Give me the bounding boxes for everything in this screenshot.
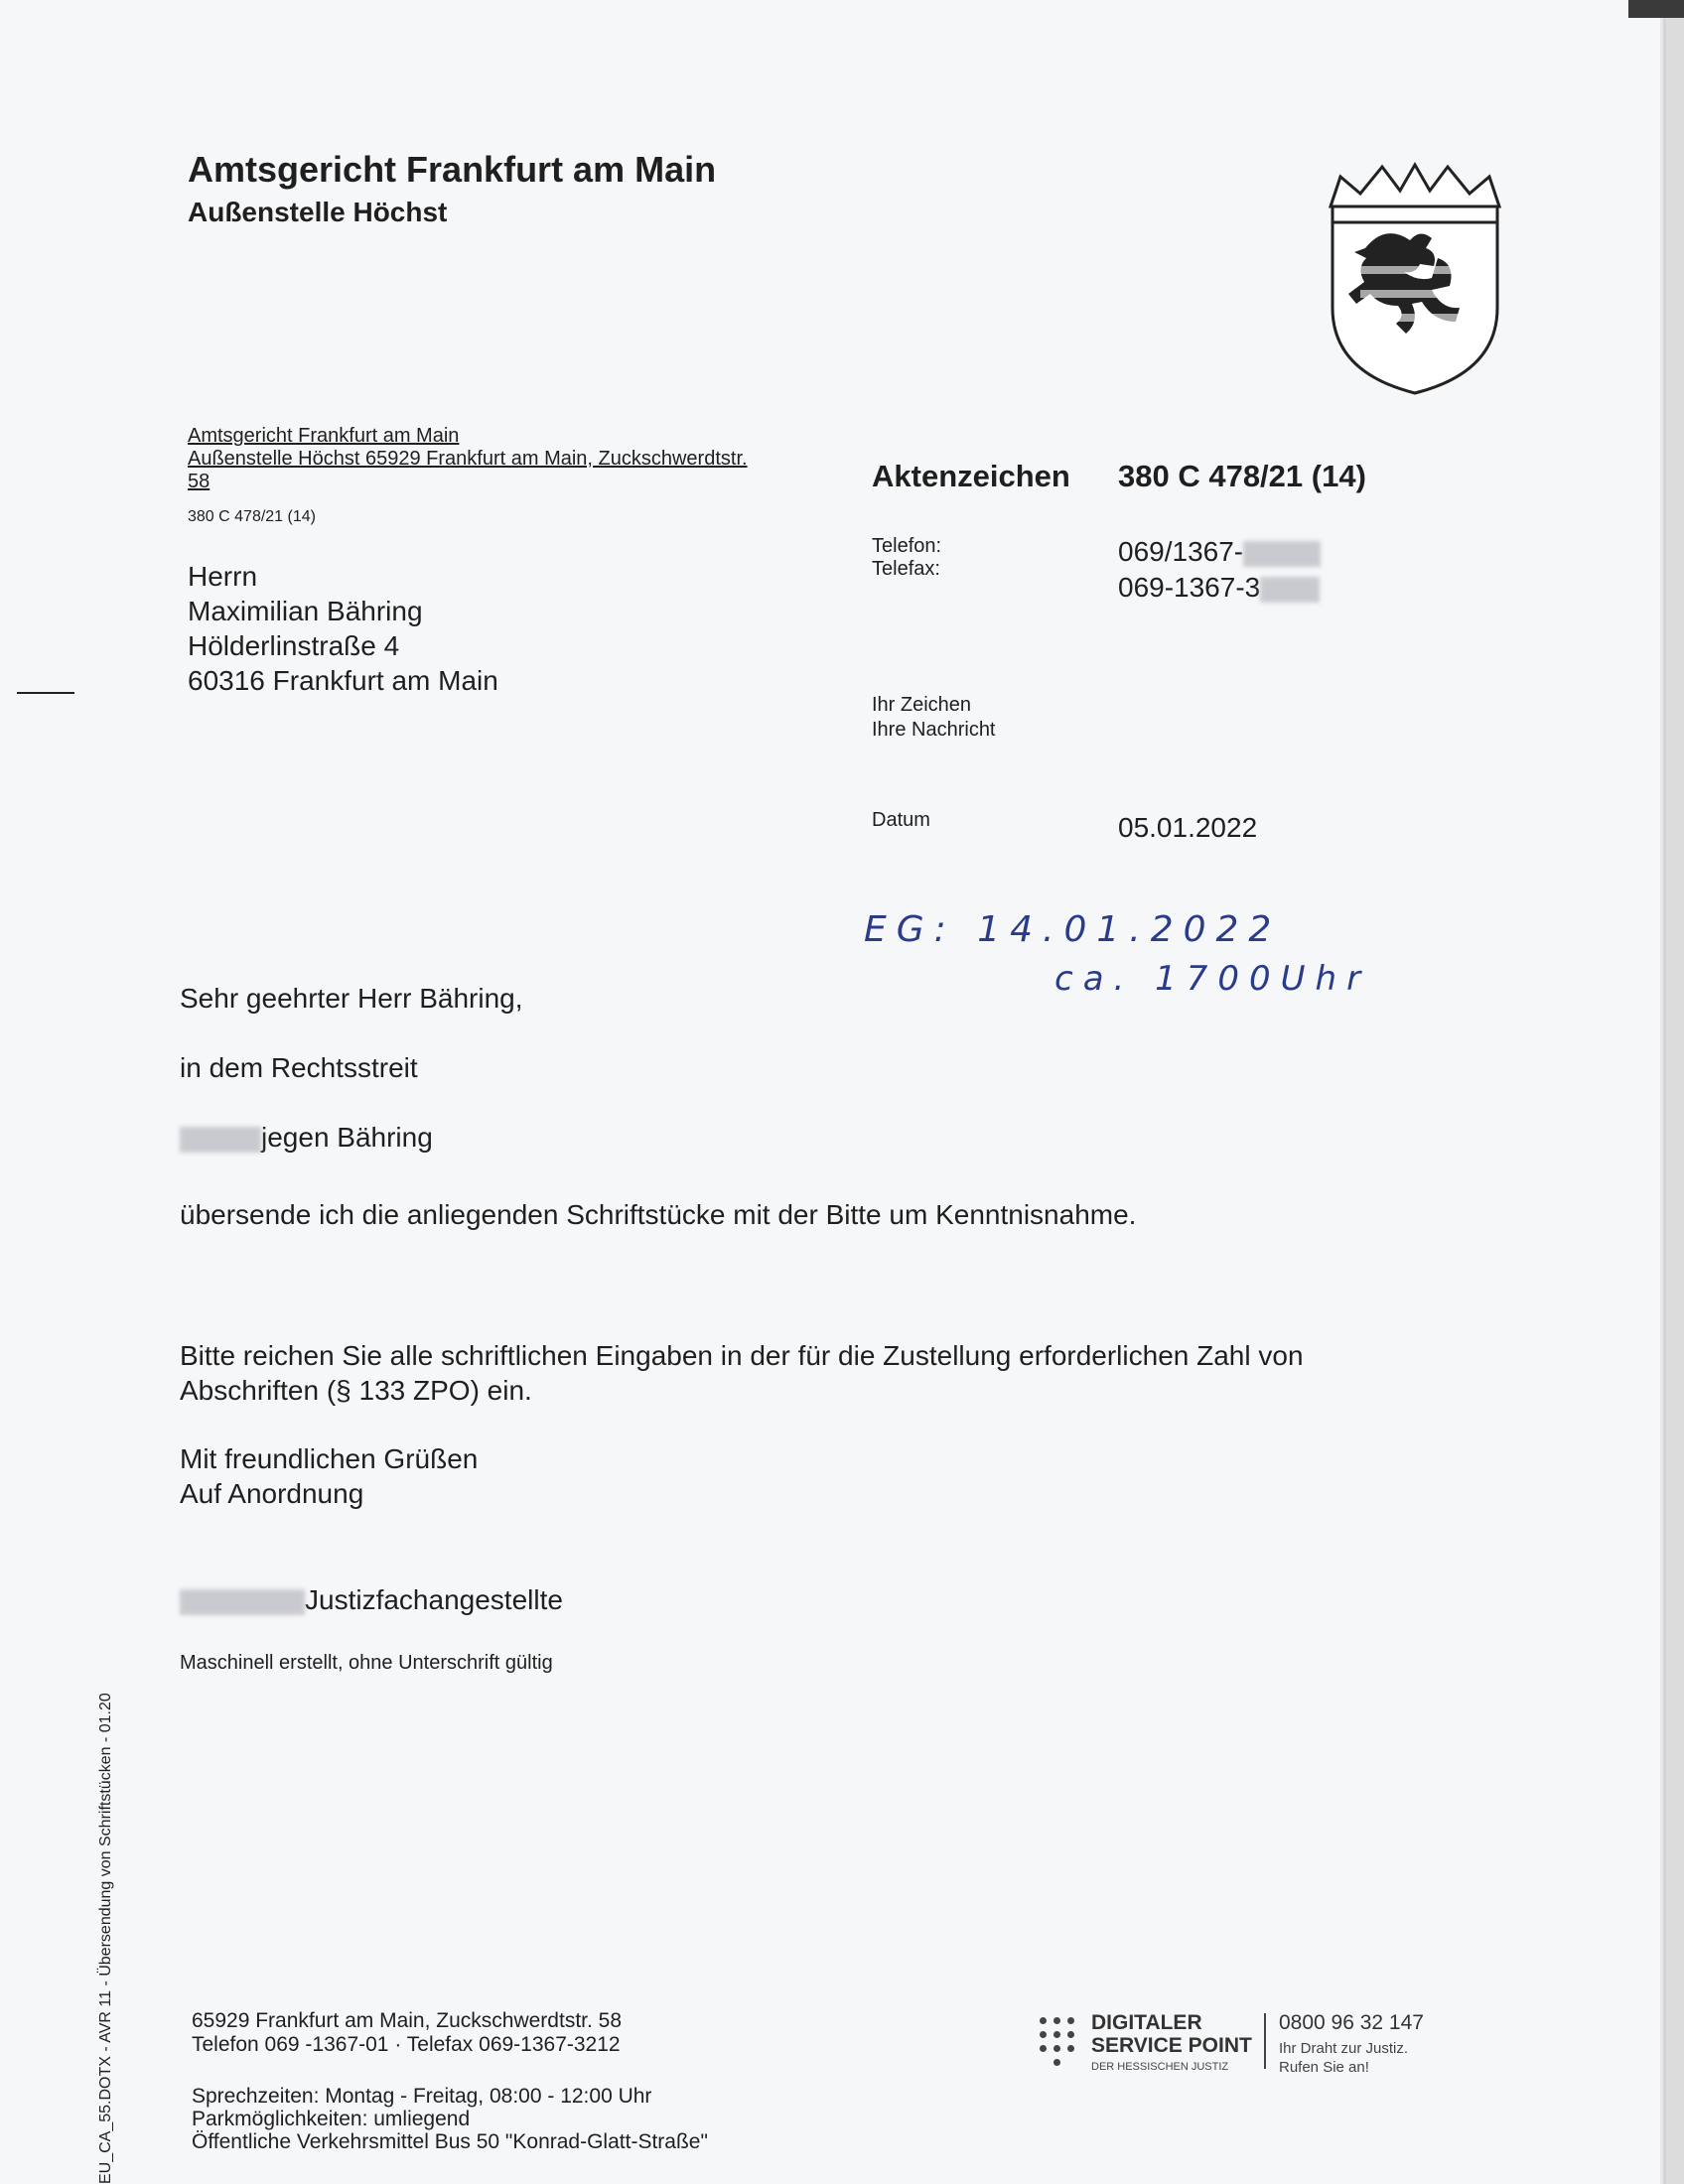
recipient-salutation: Herrn bbox=[188, 561, 258, 592]
form-code-vertical: EU_CA_55.DOTX - AVR 11 - Übersendung von Schriftstücken - 01.20 bbox=[97, 1693, 114, 2184]
ihr-zeichen-label: Ihr Zeichen bbox=[872, 694, 972, 716]
recipient-name: Maximilian Bähring bbox=[188, 596, 423, 626]
closing-line-2: Auf Anordnung bbox=[180, 1478, 364, 1509]
datum-label: Datum bbox=[872, 809, 930, 831]
footer-phones: Telefon 069 -1367-01 · Telefax 069-1367-3212 bbox=[192, 2033, 621, 2056]
telefon-value bbox=[1118, 534, 1321, 569]
footer-address-block bbox=[192, 2009, 622, 2057]
footer-info-block bbox=[192, 2085, 708, 2153]
aktenzeichen-label: Aktenzeichen bbox=[872, 459, 1070, 493]
telefax-number: 069-1367-3 bbox=[1118, 572, 1261, 603]
recipient-address bbox=[188, 559, 498, 698]
body-paragraph-2-line-2: Abschriften (§ 133 ZPO) ein. bbox=[180, 1375, 532, 1406]
court-branch: Außenstelle Höchst bbox=[188, 197, 448, 227]
signer-line bbox=[180, 1582, 563, 1617]
footer-parking: Parkmöglichkeiten: umliegend bbox=[192, 2108, 471, 2130]
redaction-box bbox=[1243, 541, 1321, 567]
sender-line-2: Außenstelle Höchst 65929 Frankfurt am Main, Zuckschwerdtstr. bbox=[188, 448, 748, 470]
fold-mark bbox=[17, 692, 74, 694]
service-point-slogan bbox=[1279, 2039, 1408, 2077]
service-point-name bbox=[1091, 2011, 1252, 2057]
handwritten-note-line-2: ca. 1700Uhr bbox=[1054, 959, 1371, 999]
sender-line bbox=[188, 425, 748, 493]
aktenzeichen-value: 380 C 478/21 (14) bbox=[1118, 459, 1366, 493]
service-point-name-2: SERVICE POINT bbox=[1091, 2034, 1252, 2057]
reference-small: 380 C 478/21 (14) bbox=[188, 508, 316, 525]
service-point-slogan-2: Rufen Sie an! bbox=[1279, 2059, 1369, 2076]
service-point-slogan-1: Ihr Draht zur Justiz. bbox=[1279, 2040, 1409, 2057]
service-point-sub: DER HESSISCHEN JUSTIZ bbox=[1091, 2061, 1229, 2073]
parties-text: jegen Bähring bbox=[261, 1122, 433, 1153]
service-point-name-1: DIGITALER bbox=[1091, 2011, 1202, 2034]
telefax-value bbox=[1118, 570, 1320, 605]
handwritten-note-line-1: EG: 14.01.2022 bbox=[864, 909, 1282, 950]
telefon-label: Telefon: bbox=[872, 535, 942, 557]
service-point-phone: 0800 96 32 147 bbox=[1279, 2011, 1424, 2034]
page-edge bbox=[1628, 0, 1684, 18]
redaction-box bbox=[180, 1127, 261, 1153]
court-name: Amtsgericht Frankfurt am Main bbox=[188, 149, 717, 190]
intro-line: in dem Rechtsstreit bbox=[180, 1052, 418, 1083]
separator bbox=[1264, 2013, 1266, 2069]
body-paragraph-1: übersende ich die anliegenden Schriftstücke mit der Bitte um Kenntnisnahme. bbox=[180, 1199, 1137, 1230]
signer-title: Justizfachangestellte bbox=[305, 1584, 563, 1615]
digital-service-point bbox=[1038, 2011, 1445, 2076]
footer-address: 65929 Frankfurt am Main, Zuckschwerdtstr. 58 bbox=[192, 2009, 623, 2032]
service-point-logo-icon bbox=[1038, 2015, 1079, 2069]
recipient-city: 60316 Frankfurt am Main bbox=[188, 665, 498, 696]
hessen-coat-of-arms-icon bbox=[1321, 159, 1509, 397]
telefax-label: Telefax: bbox=[872, 558, 940, 580]
parties-line bbox=[180, 1120, 433, 1155]
greeting: Sehr geehrter Herr Bähring, bbox=[180, 983, 523, 1014]
body-paragraph-2-line-1: Bitte reichen Sie alle schriftlichen Eingaben in der für die Zustellung erforderlichen Zahl von bbox=[180, 1340, 1304, 1371]
sender-line-1: Amtsgericht Frankfurt am Main bbox=[188, 425, 460, 447]
footer-transit: Öffentliche Verkehrsmittel Bus 50 "Konrad-Glatt-Straße" bbox=[192, 2130, 708, 2153]
redaction-box bbox=[1260, 577, 1320, 603]
closing-line-1: Mit freundlichen Grüßen bbox=[180, 1443, 479, 1474]
recipient-street: Hölderlinstraße 4 bbox=[188, 630, 400, 661]
ihre-nachricht-label: Ihre Nachricht bbox=[872, 719, 996, 741]
footer-hours: Sprechzeiten: Montag - Freitag, 08:00 - 12:00 Uhr bbox=[192, 2085, 652, 2108]
machine-note: Maschinell erstellt, ohne Unterschrift gültig bbox=[180, 1652, 553, 1674]
datum-value: 05.01.2022 bbox=[1118, 812, 1258, 843]
redaction-box bbox=[180, 1589, 305, 1615]
telefon-number: 069/1367- bbox=[1118, 536, 1244, 567]
sender-line-3: 58 bbox=[188, 471, 210, 492]
